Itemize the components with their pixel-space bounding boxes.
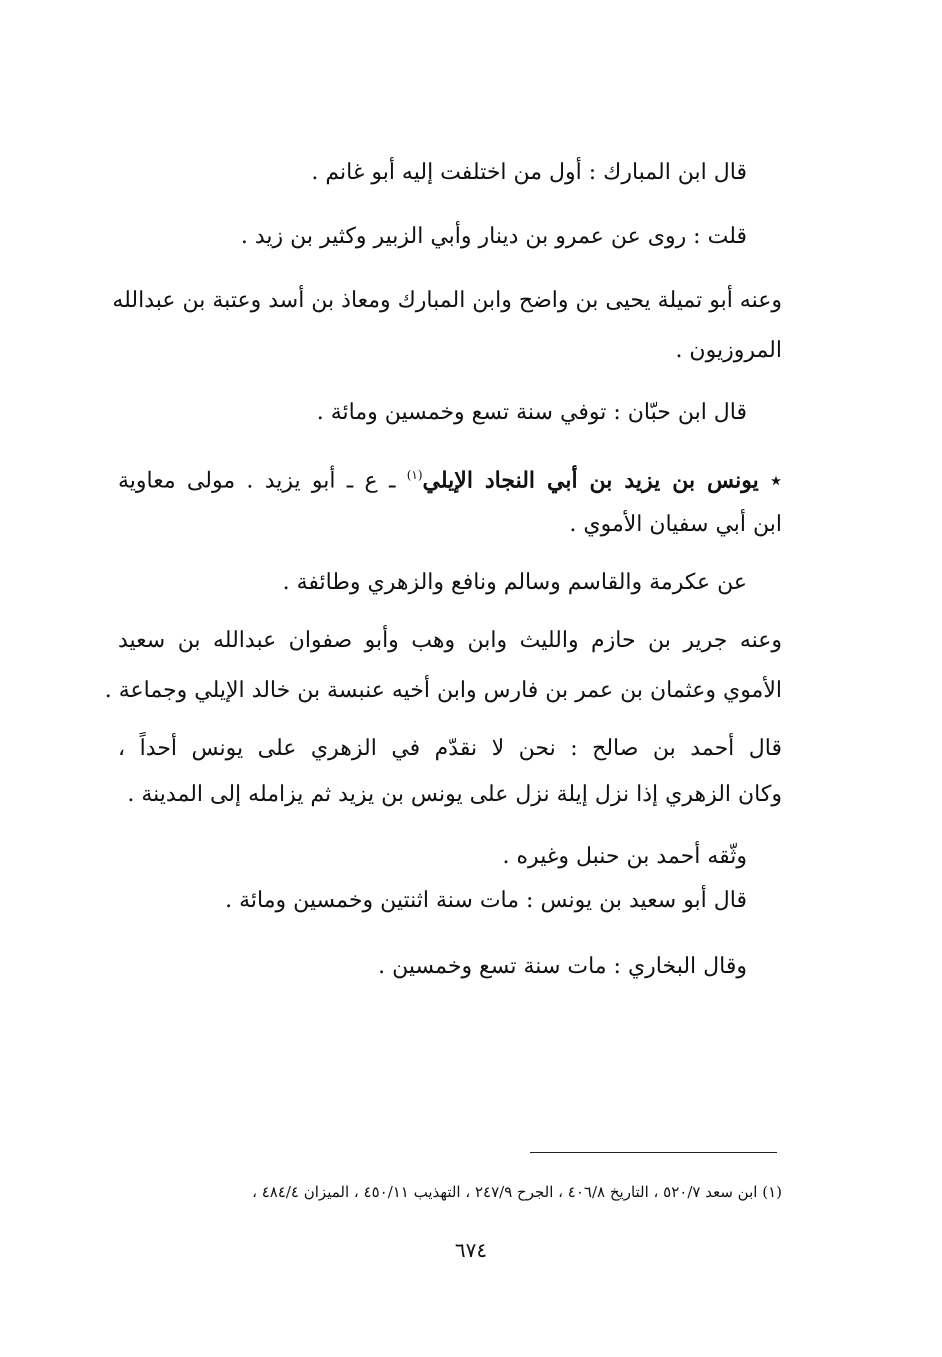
entry-name: يونس بن يزيد بن أبي النجاد الإيلي bbox=[422, 467, 759, 494]
text-line: وعنه جرير بن حازم والليث وابن وهب وأبو صفوان عبدالله بن سعيد bbox=[118, 628, 782, 653]
text-line: وثّقه أحمد بن حنبل وغيره . bbox=[502, 844, 747, 869]
footnote-divider bbox=[530, 1152, 777, 1153]
text-line: المروزيون . bbox=[675, 338, 782, 363]
text-line: قال ابن المبارك : أول من اختلفت إليه أبو غانم . bbox=[311, 160, 747, 185]
entry-heading-rest: ـ ع ـ أبو يزيد . مولى معاوية bbox=[118, 468, 396, 494]
text-line: ابن أبي سفيان الأموي . bbox=[569, 512, 782, 537]
footnote-ref: (١) bbox=[406, 468, 423, 482]
footnote bbox=[110, 1180, 782, 1204]
text-line: الأموي وعثمان بن عمر بن فارس وابن أخيه عنبسة بن خالد الإيلي وجماعة . bbox=[104, 678, 782, 703]
text-line: وكان الزهري إذا نزل إيلة نزل على يونس بن يزيد ثم يزامله إلى المدينة . bbox=[127, 782, 782, 807]
text-line: قال ابن حبّان : توفي سنة تسع وخمسين ومائة . bbox=[316, 400, 747, 425]
text-line: عن عكرمة والقاسم وسالم ونافع والزهري وطائفة . bbox=[282, 570, 747, 595]
text-line: قلت : روى عن عمرو بن دينار وأبي الزبير وكثير بن زيد . bbox=[240, 224, 747, 249]
text-line: قال أحمد بن صالح : نحن لا نقدّم في الزهري على يونس أحداً ، bbox=[118, 736, 782, 761]
entry-heading-line bbox=[118, 460, 782, 496]
page-number: ٦٧٤ bbox=[454, 1238, 488, 1262]
text-line: وعنه أبو تميلة يحيى بن واضح وابن المبارك ومعاذ بن أسد وعتبة بن عبدالله bbox=[112, 288, 782, 313]
entry-star-marker: ٭ bbox=[770, 468, 783, 494]
footnote-marker: (١) bbox=[762, 1183, 782, 1201]
text-line: قال أبو سعيد بن يونس : مات سنة اثنتين وخمسين ومائة . bbox=[225, 888, 747, 913]
text-line: وقال البخاري : مات سنة تسع وخمسين . bbox=[378, 954, 747, 979]
footnote-text: ابن سعد ٥٢٠/٧ ، التاريخ ٤٠٦/٨ ، الجرح ٢٤٧/٩ ، التهذيب ٤٥٠/١١ ، الميزان ٤٨٤/٤ ، bbox=[252, 1183, 758, 1201]
